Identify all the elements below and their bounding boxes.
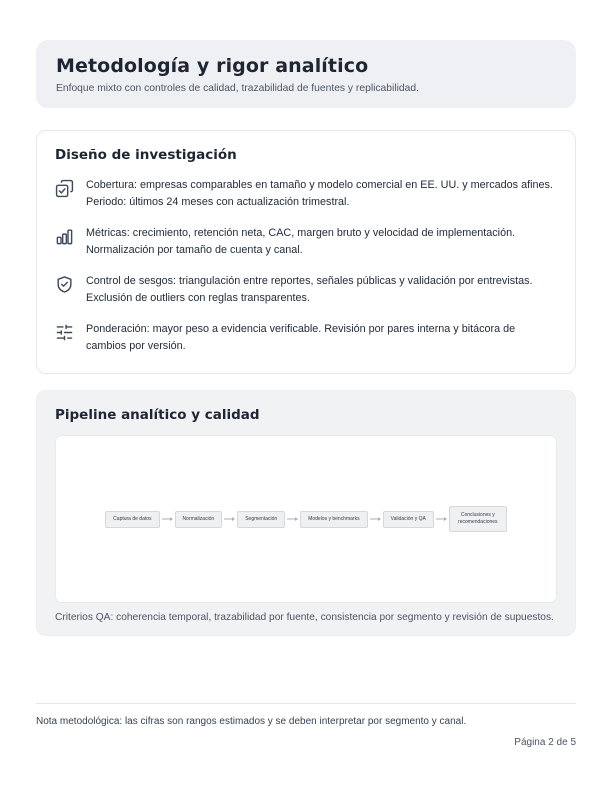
design-item-coverage bbox=[55, 177, 557, 211]
page-footer bbox=[36, 703, 576, 748]
footer-divider bbox=[36, 703, 576, 704]
research-design-card bbox=[36, 130, 576, 374]
flow-node-conclusions: Conclusiones y recomendaciones bbox=[449, 506, 507, 532]
flow-node-validation: Validación y QA bbox=[383, 511, 434, 528]
flow-arrow-icon bbox=[436, 516, 447, 522]
page-header-card bbox=[36, 40, 576, 108]
sliders-icon bbox=[55, 323, 75, 343]
page-number: Página 2 de 5 bbox=[514, 737, 576, 748]
bar-chart-icon bbox=[55, 227, 75, 247]
pipeline-title: Pipeline analítico y calidad bbox=[55, 407, 260, 423]
footer-note: Nota metodológica: las cifras son rangos estimados y se deben interpretar por segmento y canal. bbox=[36, 716, 467, 727]
flow-arrow-icon bbox=[370, 516, 381, 522]
pipeline-card bbox=[36, 390, 576, 636]
shield-check-icon bbox=[55, 275, 75, 295]
flow-node-segmentation: Segmentación bbox=[237, 511, 285, 528]
flow-node-models: Modelos y benchmarks bbox=[300, 511, 367, 528]
flow-arrow-icon bbox=[287, 516, 298, 522]
flow-arrow-icon bbox=[224, 516, 235, 522]
research-design-title: Diseño de investigación bbox=[55, 147, 237, 163]
copy-check-icon bbox=[55, 179, 75, 199]
flow-node-capture: Captura de datos bbox=[105, 511, 159, 528]
design-item-text: Métricas: crecimiento, retención neta, CAC, margen bruto y velocidad de implementación. Normalización por tamaño de cuenta y canal. bbox=[86, 227, 516, 256]
design-item-text: Control de sesgos: triangulación entre reportes, señales públicas y validación por entrevistas. Exclusión de outliers con reglas transparentes. bbox=[86, 275, 533, 304]
page-subtitle: Enfoque mixto con controles de calidad, trazabilidad de fuentes y replicabilidad. bbox=[56, 83, 419, 94]
flow-arrow-icon bbox=[162, 516, 173, 522]
design-item-weighting bbox=[55, 321, 557, 355]
flow-node-normalization: Normalización bbox=[175, 511, 223, 528]
pipeline-flow bbox=[105, 506, 507, 532]
pipeline-diagram-panel bbox=[55, 435, 557, 603]
design-item-text: Cobertura: empresas comparables en tamaño y modelo comercial en EE. UU. y mercados afines. Periodo: últimos 24 meses con actualización trimestral. bbox=[86, 179, 553, 208]
design-item-bias-control bbox=[55, 273, 557, 307]
design-item-metrics bbox=[55, 225, 557, 259]
design-item-text: Ponderación: mayor peso a evidencia verificable. Revisión por pares interna y bitácora de cambios por versión. bbox=[86, 323, 516, 352]
page-title: Metodología y rigor analítico bbox=[56, 55, 369, 77]
qa-criteria-note: Criterios QA: coherencia temporal, trazabilidad por fuente, consistencia por segmento y revisión de supuestos. bbox=[55, 612, 554, 623]
